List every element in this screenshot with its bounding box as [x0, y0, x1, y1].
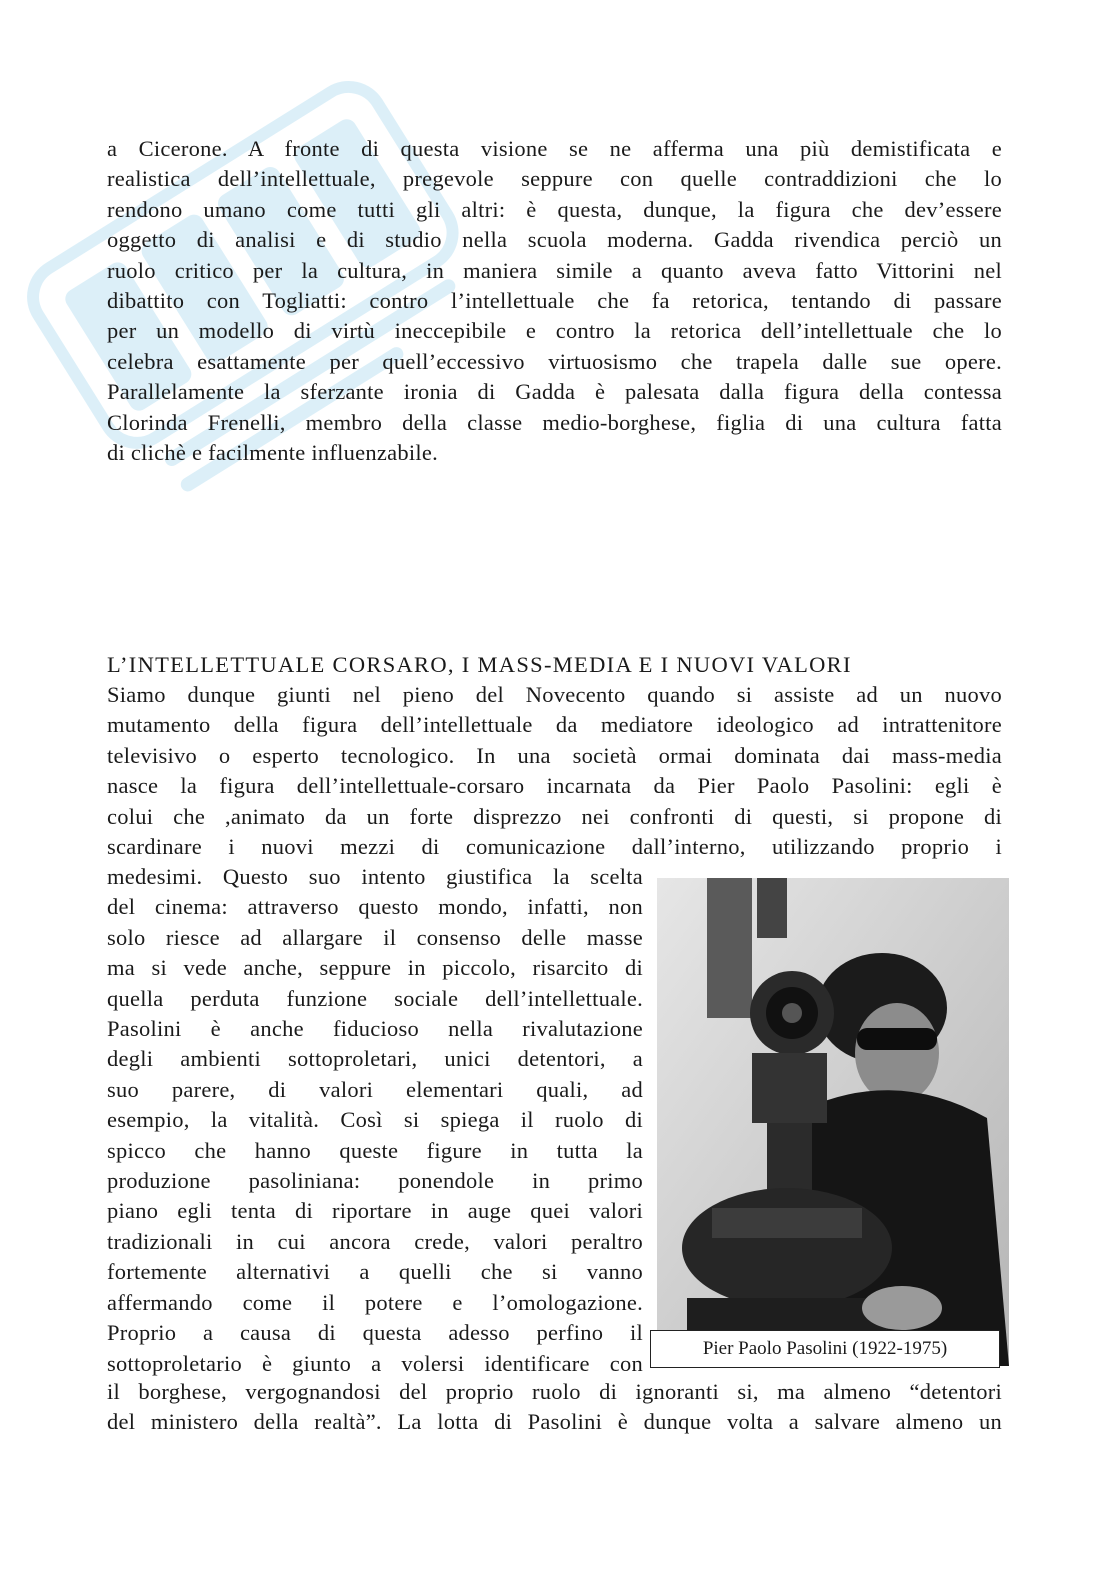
text-line: fortemente alternativi a quelli che si vanno	[107, 1259, 643, 1285]
text-line: ma si vede anche, seppure in piccolo, risarcito di	[107, 955, 643, 981]
text-line: Parallelamente la sferzante ironia di Gadda è palesata dalla figura della contessa	[107, 379, 1002, 405]
text-line: televisivo o esperto tecnologico. In una società ormai dominata dai mass-media	[107, 742, 1002, 768]
text-line: Siamo dunque giunti nel pieno del Novecento quando si assiste ad un nuovo	[107, 682, 1002, 707]
text-line: affermando come il potere e l’omologazione.	[107, 1289, 643, 1315]
text-line: il borghese, vergognandosi del proprio ruolo di ignoranti si, ma almeno “detentori	[107, 1379, 1002, 1404]
paragraph-intro	[107, 134, 1002, 468]
text-line: spicco che hanno queste figure in tutta la	[107, 1137, 643, 1163]
photo-caption: Pier Paolo Pasolini (1922-1975)	[650, 1330, 1000, 1368]
text-line: degli ambienti sottoproletari, unici detentori, a	[107, 1046, 643, 1072]
text-line: nasce la figura dell’intellettuale-corsaro incarnata da Pier Paolo Pasolini: egli è	[107, 773, 1002, 799]
text-line: di clichè e facilmente influenzabile.	[107, 440, 438, 466]
paragraph-mass-media	[107, 680, 1002, 862]
text-line: colui che ,animato da un forte disprezzo nei confronti di questi, si propone di	[107, 803, 1002, 829]
text-line: oggetto di analisi e di studio nella scuola moderna. Gadda rivendica perciò un	[107, 227, 1002, 253]
text-line: realistica dell’intellettuale, pregevole seppure con quelle contraddizioni che lo	[107, 166, 1002, 192]
text-line: Clorinda Frenelli, membro della classe medio-borghese, figlia di una cultura fatta	[107, 409, 1002, 435]
text-line: medesimi. Questo suo intento giustifica la scelta	[107, 864, 643, 889]
text-line: Proprio a causa di questa adesso perfino il	[107, 1320, 643, 1346]
text-line: solo riesce ad allargare il consenso delle masse	[107, 924, 643, 950]
text-line: scardinare i nuovi mezzi di comunicazione dall’interno, utilizzando proprio i	[107, 834, 1002, 860]
text-line: piano egli tenta di riportare in auge quei valori	[107, 1198, 643, 1224]
pasolini-photo	[657, 878, 1009, 1366]
text-line: rendono umano come tutti gli altri: è questa, dunque, la figura che dev’essere	[107, 196, 1002, 222]
paragraph-borghese	[107, 1377, 1002, 1438]
text-line: celebra esattamente per quell’eccessivo virtuosismo che trapela dalle sue opere.	[107, 348, 1002, 374]
text-line: per un modello di virtù ineccepibile e contro la retorica dell’intellettuale che lo	[107, 318, 1002, 344]
text-line: tradizionali in cui ancora crede, valori peraltro	[107, 1228, 643, 1254]
text-line: esempio, la vitalità. Così si spiega il ruolo di	[107, 1107, 643, 1133]
text-line: del cinema: attraverso questo mondo, infatti, non	[107, 894, 643, 920]
text-line: quella perduta funzione sociale dell’intellettuale.	[107, 985, 643, 1011]
section-heading: L’INTELLETTUALE CORSARO, I MASS-MEDIA E I NUOVI VALORI	[107, 652, 852, 677]
text-line: produzione pasoliniana: ponendole in primo	[107, 1168, 643, 1194]
text-line: a Cicerone. A fronte di questa visione se ne afferma una più demistificata e	[107, 136, 1002, 161]
text-line: suo parere, di valori elementari quali, ad	[107, 1076, 643, 1102]
text-line: ruolo critico per la cultura, in maniera simile a quanto aveva fatto Vittorini nel	[107, 257, 1002, 283]
text-line: dibattito con Togliatti: contro l’intellettuale che fa retorica, tentando di passare	[107, 288, 1002, 314]
text-line: Pasolini è anche fiducioso nella rivalutazione	[107, 1016, 643, 1042]
text-line: mutamento della figura dell’intellettuale da mediatore ideologico ad intrattenitore	[107, 712, 1002, 738]
text-line: del ministero della realtà”. La lotta di Pasolini è dunque volta a salvare almeno un	[107, 1409, 1002, 1435]
text-line: sottoproletario è giunto a volersi identificare con	[107, 1350, 643, 1376]
paragraph-cinema	[107, 862, 643, 1379]
